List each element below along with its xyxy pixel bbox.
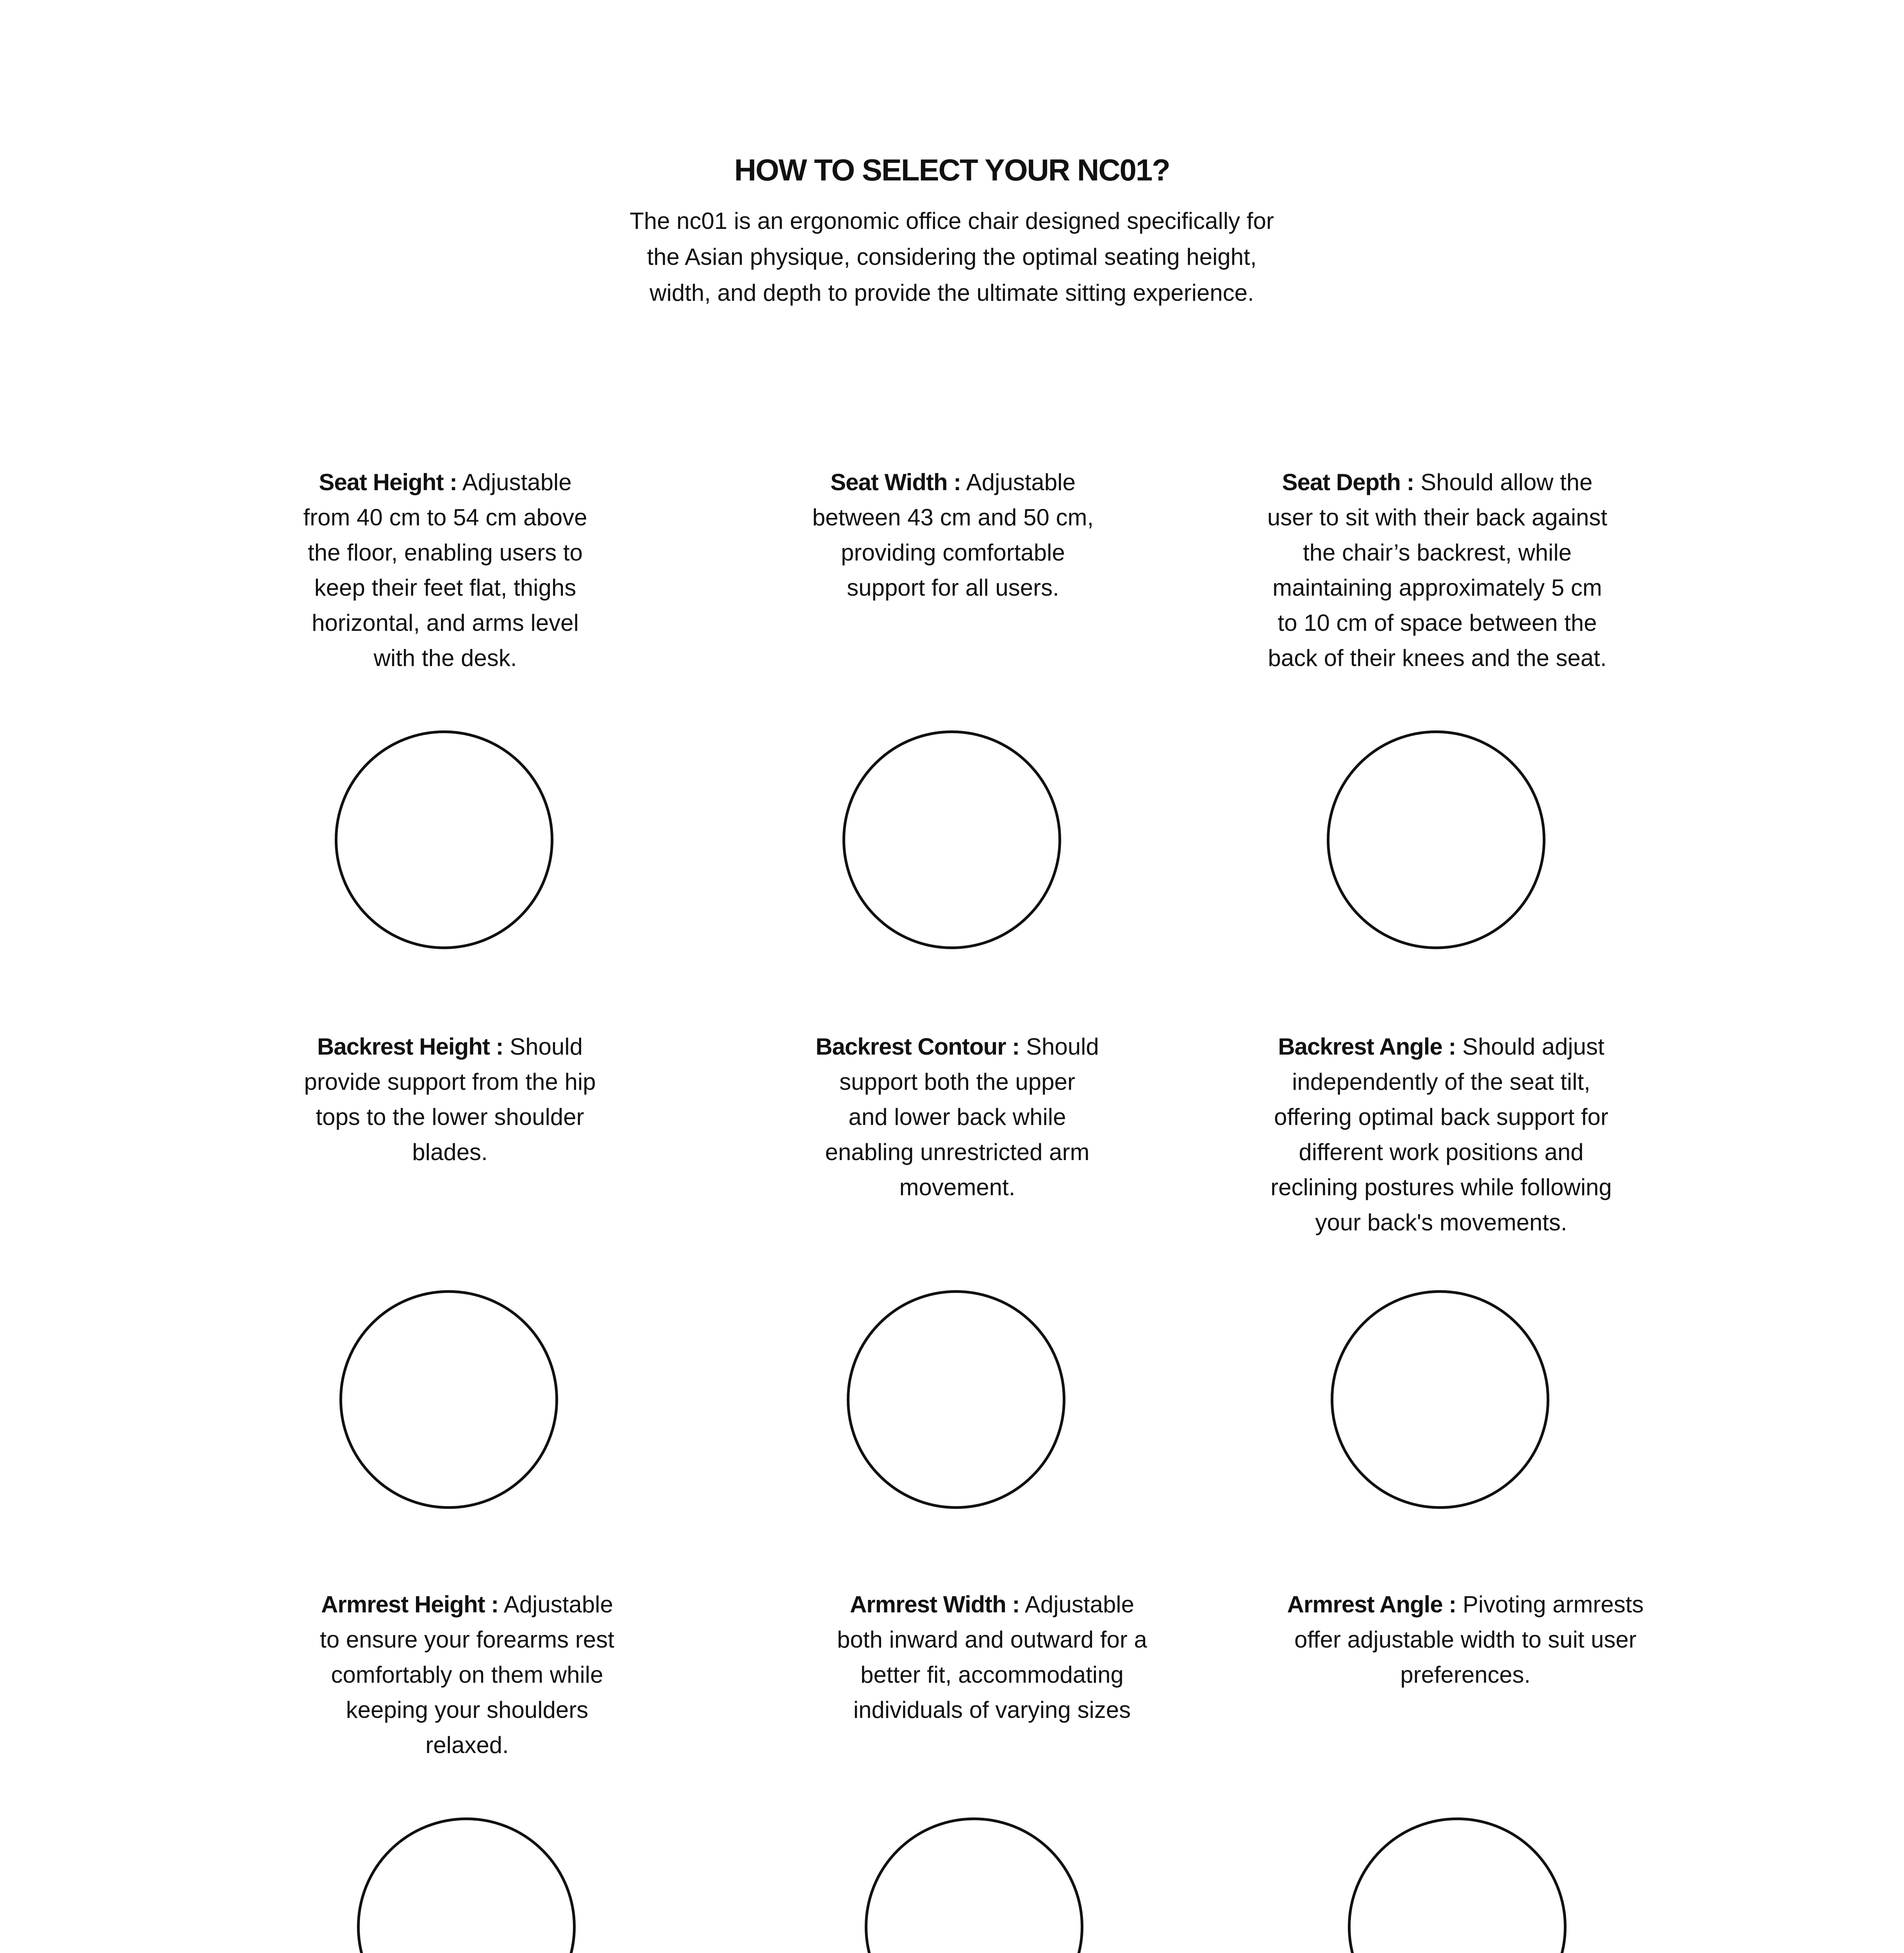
feature-text: between 43 cm and 50 cm, — [812, 504, 1094, 530]
feature-text: independently of the seat tilt, — [1292, 1069, 1590, 1095]
feature-armrest-width — [773, 1587, 1211, 1728]
feature-text: from 40 cm to 54 cm above — [303, 504, 587, 530]
feature-text: horizontal, and arms level — [312, 610, 579, 636]
feature-text: relaxed. — [425, 1732, 509, 1758]
feature-text: and lower back while — [848, 1104, 1066, 1130]
feature-text: Adjustable — [966, 469, 1076, 495]
feature-text: tops to the lower shoulder — [316, 1104, 584, 1130]
feature-text: to ensure your forearms rest — [320, 1626, 614, 1653]
feature-text: the chair’s backrest, while — [1303, 539, 1572, 566]
feature-text: to 10 cm of space between the — [1278, 610, 1597, 636]
feature-text: with the desk. — [373, 645, 517, 671]
feature-backrest-angle — [1222, 1029, 1660, 1240]
feature-text: Adjustable — [462, 469, 572, 495]
feature-text: Should adjust — [1462, 1034, 1604, 1060]
feature-text: your back's movements. — [1315, 1209, 1567, 1235]
feature-text: preferences. — [1400, 1662, 1531, 1688]
feature-text: Should — [1026, 1034, 1099, 1060]
feature-text: back of their knees and the seat. — [1268, 645, 1607, 671]
feature-text: the floor, enabling users to — [308, 539, 583, 566]
feature-text: reclining postures while following — [1271, 1174, 1612, 1200]
feature-text: better fit, accommodating — [860, 1662, 1124, 1688]
feature-label: Armrest Width : — [849, 1591, 1020, 1617]
feature-seat-depth — [1219, 465, 1656, 676]
circle-placeholder — [357, 1817, 576, 1953]
feature-text: support for all users. — [847, 575, 1059, 601]
intro-paragraph — [620, 203, 1284, 311]
feature-text: support both the upper — [839, 1069, 1075, 1095]
feature-backrest-height — [231, 1029, 669, 1170]
feature-text: enabling unrestricted arm — [825, 1139, 1090, 1165]
feature-text: keep their feet flat, thighs — [314, 575, 576, 601]
feature-text: provide support from the hip — [304, 1069, 596, 1095]
intro-line: width, and depth to provide the ultimate sitting experience. — [650, 280, 1254, 306]
feature-armrest-height — [248, 1587, 686, 1763]
circle-placeholder — [335, 730, 553, 949]
circle-placeholder — [1331, 1290, 1549, 1509]
feature-text: Adjustable — [503, 1591, 613, 1617]
feature-text: Should allow the — [1420, 469, 1593, 495]
feature-text: Pivoting armrests — [1463, 1591, 1644, 1617]
feature-label: Seat Height : — [319, 469, 457, 495]
feature-label: Backrest Contour : — [815, 1034, 1020, 1060]
circle-placeholder — [339, 1290, 558, 1509]
feature-label: Backrest Angle : — [1278, 1034, 1456, 1060]
feature-text: maintaining approximately 5 cm — [1272, 575, 1602, 601]
circle-placeholder — [847, 1290, 1065, 1509]
intro-line: The nc01 is an ergonomic office chair designed specifically for — [630, 208, 1274, 234]
feature-label: Armrest Angle : — [1287, 1591, 1456, 1617]
page-title: HOW TO SELECT YOUR NC01? — [734, 153, 1170, 187]
feature-text: Should — [510, 1034, 583, 1060]
feature-text: both inward and outward for a — [837, 1626, 1147, 1653]
feature-text: offering optimal back support for — [1274, 1104, 1609, 1130]
feature-text: comfortably on them while — [331, 1662, 603, 1688]
feature-text: blades. — [412, 1139, 488, 1165]
circle-placeholder — [842, 730, 1061, 949]
feature-backrest-contour — [739, 1029, 1176, 1205]
feature-armrest-angle — [1247, 1587, 1684, 1692]
feature-label: Seat Width : — [830, 469, 961, 495]
feature-text: providing comfortable — [841, 539, 1065, 566]
circle-placeholder — [1348, 1817, 1567, 1953]
circle-placeholder — [865, 1817, 1083, 1953]
feature-text: individuals of varying sizes — [853, 1697, 1131, 1723]
feature-text: keeping your shoulders — [346, 1697, 589, 1723]
feature-text: offer adjustable width to suit user — [1294, 1626, 1637, 1653]
intro-line: the Asian physique, considering the optimal seating height, — [647, 244, 1257, 270]
feature-text: movement. — [899, 1174, 1015, 1200]
feature-label: Armrest Height : — [321, 1591, 499, 1617]
feature-text: different work positions and — [1299, 1139, 1584, 1165]
feature-text: Adjustable — [1024, 1591, 1135, 1617]
feature-seat-height — [227, 465, 664, 676]
feature-seat-width — [734, 465, 1172, 605]
circle-placeholder — [1327, 730, 1545, 949]
feature-label: Seat Depth : — [1282, 469, 1414, 495]
feature-text: user to sit with their back against — [1267, 504, 1608, 530]
feature-label: Backrest Height : — [317, 1034, 503, 1060]
